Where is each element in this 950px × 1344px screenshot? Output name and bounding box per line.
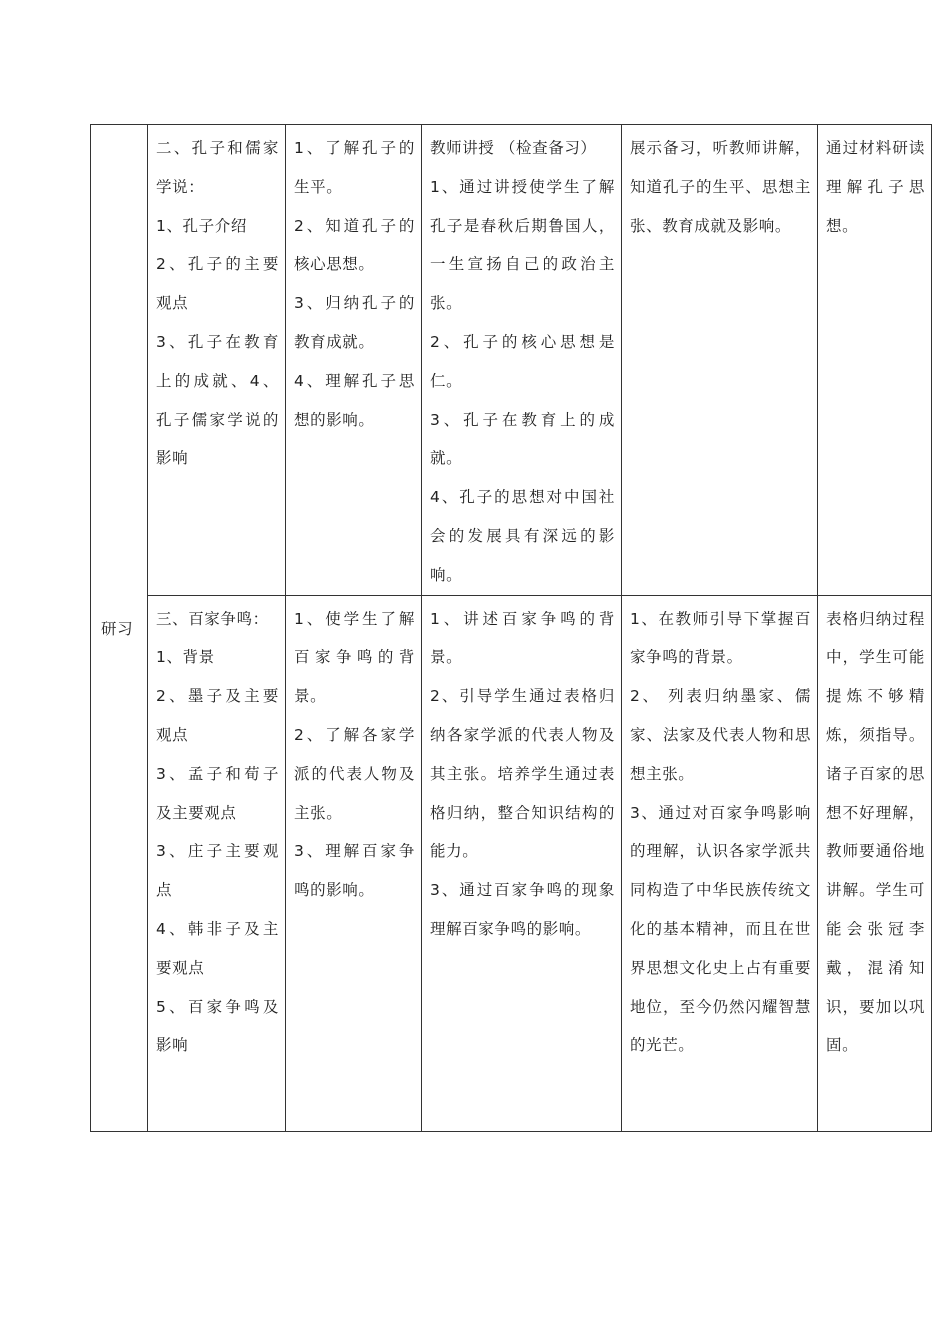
table-row-confucius	[91, 125, 932, 596]
objective-line: 3、理解百家争鸣的影响。	[294, 842, 415, 900]
content-line: 5、百家争鸣及影响	[156, 997, 279, 1055]
content-line: 三、百家争鸣：	[156, 609, 269, 628]
student-activity-line: 3、通过对百家争鸣影响的理解，认识各家学派共同构造了中华民族传统文化的基本精神，而且在世界思想文化史上占有重要地位，至今仍然闪耀智慧的光芒。	[630, 803, 811, 1055]
student-activity-cell	[622, 125, 818, 596]
teacher-activity-line: 2、引导学生通过表格归纳各家学派的代表人物及其主张。培养学生通过表格归纳，整合知识结构的能力。	[430, 687, 615, 861]
objectives-cell	[286, 125, 422, 596]
student-activity-line: 2、 列表归纳墨家、儒家、法家及代表人物和思想主张。	[630, 687, 811, 783]
objective-line: 1、了解孔子的生平。	[294, 139, 415, 196]
notes-cell	[818, 125, 932, 596]
table-row-hundred-schools	[91, 595, 932, 1131]
teacher-activity-line: 4、孔子的思想对中国社会的发展具有深远的影响。	[430, 488, 615, 584]
content-line: 3、庄子主要观点	[156, 842, 279, 900]
teacher-activity-line: 1、讲述百家争鸣的背景。	[430, 609, 615, 667]
content-line: 二、孔子和儒家学说：	[156, 139, 279, 196]
lesson-plan-table	[90, 124, 932, 1132]
teacher-activity-line: 教师讲授 （检查备习）	[430, 139, 597, 157]
teacher-activity-cell	[422, 595, 622, 1131]
content-cell	[148, 595, 286, 1131]
teacher-activity-line: 3、孔子在教育上的成就。	[430, 410, 615, 468]
student-activity-line: 展示备习，听教师讲解，知道孔子的生平、思想主张、教育成就及影响。	[630, 139, 811, 235]
stage-label: 研习	[101, 620, 134, 639]
stage-cell	[91, 125, 148, 1132]
objective-line: 1、使学生了解百家争鸣的背景。	[294, 609, 415, 706]
teacher-activity-line: 3、通过百家争鸣的现象理解百家争鸣的影响。	[430, 881, 615, 938]
objective-line: 4、理解孔子思想的影响。	[294, 371, 415, 429]
notes-line: 通过材料研读理解孔子思想。	[826, 139, 925, 235]
content-line: 3、孔子在教育上的成就、4、孔子儒家学说的影响	[156, 332, 279, 468]
objectives-cell	[286, 595, 422, 1131]
objective-line: 2、了解各家学派的代表人物及主张。	[294, 725, 415, 822]
notes-line: 表格归纳过程中，学生可能提炼不够精炼，须指导。诸子百家的思想不好理解，教师要通俗地讲解。学生可能会张冠李戴，混淆知识，要加以巩固。	[826, 609, 925, 1055]
content-line: 1、孔子介绍	[156, 216, 247, 235]
content-line: 2、墨子及主要观点	[156, 687, 279, 744]
teacher-activity-line: 1、通过讲授使学生了解孔子是春秋后期鲁国人，一生宣扬自己的政治主张。	[430, 177, 615, 313]
objective-line: 3、归纳孔子的教育成就。	[294, 294, 415, 351]
teacher-activity-line: 2、孔子的核心思想是仁。	[430, 332, 615, 390]
student-activity-line: 1、在教师引导下掌握百家争鸣的背景。	[630, 609, 811, 667]
content-line: 2、孔子的主要观点	[156, 255, 279, 313]
objective-line: 2、知道孔子的核心思想。	[294, 216, 415, 274]
notes-cell	[818, 595, 932, 1131]
content-cell	[148, 125, 286, 596]
content-line: 4、韩非子及主要观点	[156, 919, 279, 977]
student-activity-cell	[622, 595, 818, 1131]
teacher-activity-cell	[422, 125, 622, 596]
content-line: 1、背景	[156, 648, 215, 667]
content-line: 3、孟子和荀子及主要观点	[156, 764, 279, 822]
